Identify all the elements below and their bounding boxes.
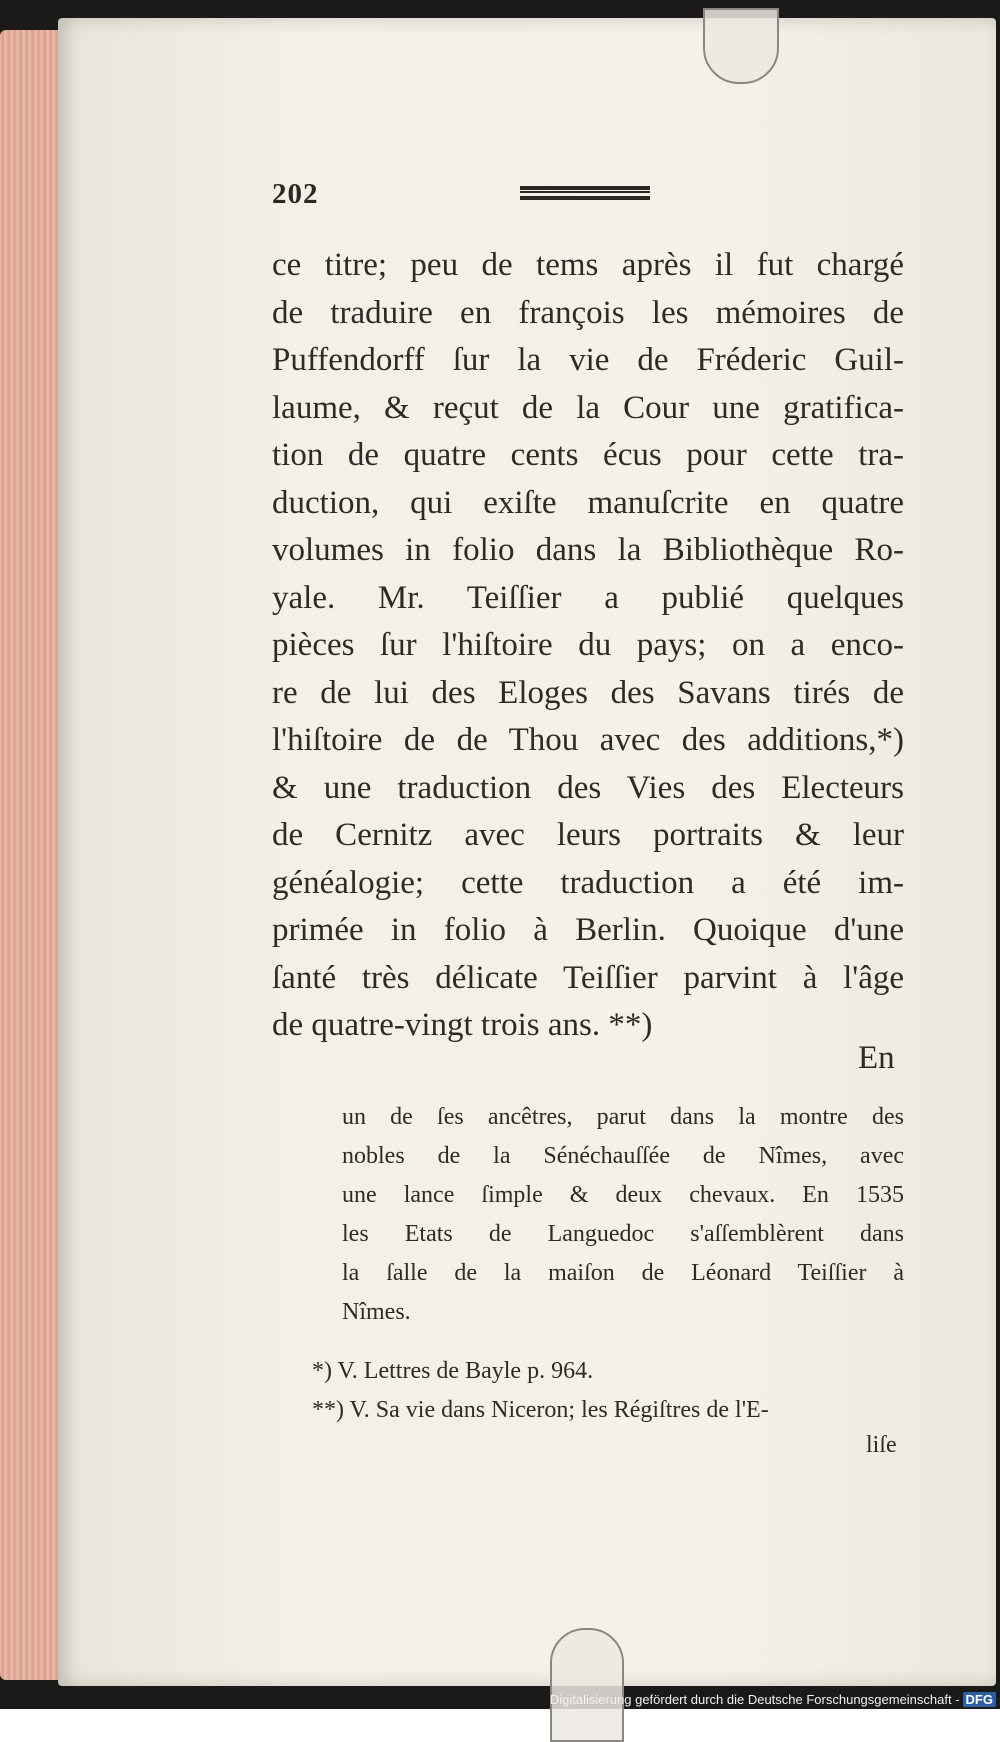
note-line: un de ſes ancêtres, parut dans la montre des bbox=[342, 1104, 904, 1130]
footnote: **) V. Sa vie dans Niceron; les Régiſtres de l'E- bbox=[312, 1397, 769, 1423]
note-line: la ſalle de la maiſon de Léonard Teiſſier à bbox=[342, 1260, 904, 1286]
text-line: l'hiſtoire de de Thou avec des additions,*) bbox=[272, 722, 904, 758]
footnote-catchword: liſe bbox=[866, 1432, 897, 1458]
note-line: nobles de la Sénéchauſſée de Nîmes, avec bbox=[342, 1143, 904, 1169]
text-line: de Cernitz avec leurs portraits & leur bbox=[272, 817, 904, 853]
dfg-logo[interactable]: DFG bbox=[963, 1692, 996, 1707]
page-clip-top bbox=[703, 8, 779, 84]
main-text-block bbox=[272, 242, 904, 1050]
footnote: *) V. Lettres de Bayle p. 964. bbox=[312, 1358, 594, 1384]
text-line: ſanté très délicate Teiſſier parvint à l'âge bbox=[272, 959, 904, 996]
digitization-credit bbox=[550, 1692, 996, 1707]
text-line: duction, qui exiſte manuſcrite en quatre bbox=[272, 484, 904, 521]
note-line: Nîmes. bbox=[342, 1299, 411, 1325]
text-line: pièces ſur l'hiſtoire du pays; on a enco- bbox=[272, 627, 904, 663]
text-line: Puffendorff ſur la vie de Fréderic Guil- bbox=[272, 342, 904, 378]
text-line: & une traduction des Vies des Electeurs bbox=[272, 769, 904, 806]
note-line: les Etats de Languedoc s'aſſemblèrent dans bbox=[342, 1221, 904, 1247]
credit-text: Digitalisierung gefördert durch die Deutsche Forschungsgemeinschaft - bbox=[549, 1692, 960, 1707]
page-number: 202 bbox=[272, 178, 319, 210]
book-page-edges bbox=[0, 30, 62, 1680]
text-line: de traduire en françois les mémoires de bbox=[272, 294, 904, 331]
text-line: tion de quatre cents écus pour cette tra- bbox=[272, 437, 904, 473]
text-line: laume, & reçut de la Cour une gratifica- bbox=[272, 389, 904, 426]
header-ornament-rule bbox=[520, 186, 650, 200]
footnote-continuation bbox=[342, 1098, 904, 1332]
text-line: de quatre-vingt trois ans. **) bbox=[272, 1007, 653, 1043]
catchword: En bbox=[858, 1040, 895, 1076]
text-line: volumes in folio dans la Bibliothèque Ro- bbox=[272, 532, 904, 568]
page-clip-bottom bbox=[550, 1628, 624, 1742]
text-line: ce titre; peu de tems après il fut chargé bbox=[272, 247, 904, 283]
text-line: re de lui des Eloges des Savans tirés de bbox=[272, 674, 904, 711]
text-line: yale. Mr. Teiſſier a publié quelques bbox=[272, 579, 904, 616]
text-line: généalogie; cette traduction a été im- bbox=[272, 864, 904, 901]
footnotes bbox=[312, 1352, 904, 1430]
note-line: une lance ſimple & deux chevaux. En 1535 bbox=[342, 1182, 904, 1208]
text-line: primée in folio à Berlin. Quoique d'une bbox=[272, 912, 904, 948]
